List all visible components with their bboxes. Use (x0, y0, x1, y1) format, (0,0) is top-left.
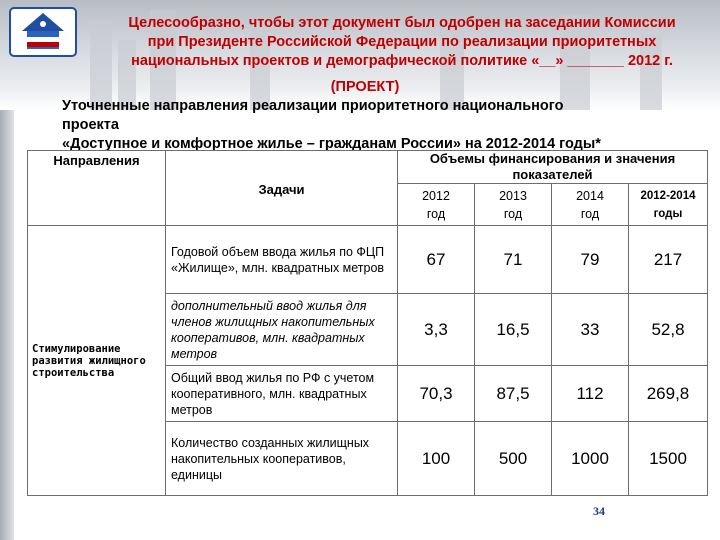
direction-cell: Стимулирование развития жилищного строительства (28, 226, 166, 496)
task-cell: Годовой объем ввода жилья по ФЦП «Жилище», млн. квадратных метров (166, 226, 398, 294)
subtitle-line: «Доступное и комфортное жилье – гражданам России» на 2012-2014 годы* (62, 136, 601, 152)
value-cell: 79 (552, 226, 629, 294)
header-line: при Президенте Российской Федерации по реализации приоритетных (147, 34, 657, 50)
value-cell: 67 (398, 226, 475, 294)
column-header-directions: Направления (28, 151, 166, 226)
year-label: 2012-2014 (640, 189, 696, 202)
table-row (28, 226, 708, 294)
task-cell: Общий ввод жилья по РФ с учетом кооперативного, млн. квадратных метров (166, 366, 398, 422)
task-cell: дополнительный ввод жилья для членов жилищных накопительных кооперативов, млн. квадратных метров (166, 294, 398, 366)
subtitle-line: проекта (62, 117, 119, 133)
year-unit: год (580, 206, 600, 221)
task-cell: Количество созданных жилищных накопительных кооперативов, единицы (166, 422, 398, 496)
value-cell: 87,5 (475, 366, 552, 422)
value-cell: 100 (398, 422, 475, 496)
logo (4, 4, 82, 60)
value-cell: 112 (552, 366, 629, 422)
value-cell: 70,3 (398, 366, 475, 422)
year-unit: год (503, 206, 523, 221)
year-header (552, 184, 629, 226)
value-cell: 1000 (552, 422, 629, 496)
page-number: 34 (593, 504, 605, 518)
value-cell: 3,3 (398, 294, 475, 366)
year-unit: годы (653, 207, 683, 220)
header-line: Целесообразно, чтобы этот документ был одобрен на заседании Комиссии (128, 15, 676, 31)
column-header-financing (398, 151, 708, 184)
header-note (92, 14, 712, 71)
left-decorative-bar (0, 110, 14, 540)
year-header (629, 184, 708, 226)
value-cell: 52,8 (629, 294, 708, 366)
year-header (398, 184, 475, 226)
house-logo-icon (4, 4, 82, 60)
value-cell: 217 (629, 226, 708, 294)
document-subtitle (62, 97, 702, 154)
year-header (475, 184, 552, 226)
value-cell: 1500 (629, 422, 708, 496)
column-header-tasks: Задачи (166, 151, 398, 226)
indicators-table (27, 150, 708, 496)
year-label: 2014 (576, 188, 604, 203)
value-cell: 500 (475, 422, 552, 496)
value-cell: 33 (552, 294, 629, 366)
project-label: (ПРОЕКТ) (330, 79, 400, 95)
year-label: 2013 (499, 188, 527, 203)
year-unit: год (426, 206, 446, 221)
value-cell: 71 (475, 226, 552, 294)
financing-header-line: показателей (512, 167, 593, 182)
value-cell: 16,5 (475, 294, 552, 366)
value-cell: 269,8 (629, 366, 708, 422)
subtitle-line: Уточненные направления реализации приоритетного национального (62, 98, 564, 114)
financing-header-line: Объемы финансирования и значения (429, 151, 676, 166)
year-label: 2012 (422, 188, 450, 203)
header-line: национальных проектов и демографической политике «__» _______ 2012 г. (131, 53, 673, 69)
